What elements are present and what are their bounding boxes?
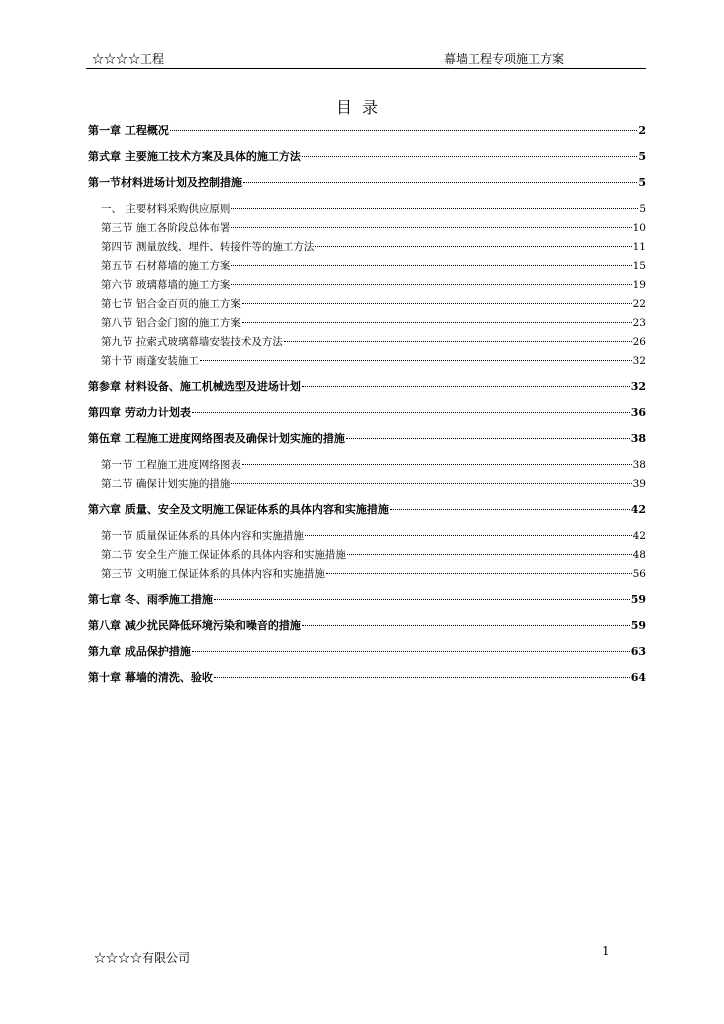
toc-entry-page: 48 — [632, 549, 646, 561]
toc-entry-text: 第一节 质量保证体系的具体内容和实施措施 — [101, 530, 304, 542]
toc-entry[interactable] — [88, 432, 646, 446]
toc-entry-text: 第伍章 工程施工进度网络图表及确保计划实施的措施 — [88, 432, 345, 445]
toc-leader — [243, 182, 637, 183]
toc-leader — [302, 386, 630, 387]
toc-entry-text: 第三节 施工各阶段总体布署 — [101, 222, 231, 234]
toc-entry[interactable] — [101, 477, 646, 491]
toc-leader — [242, 303, 632, 304]
toc-leader — [347, 554, 632, 555]
toc-entry-text: 第十节 雨蓬安装施工 — [101, 355, 199, 367]
toc-entry-page: 38 — [632, 459, 646, 471]
toc-entry-page: 63 — [630, 645, 646, 658]
toc-entry-page: 5 — [639, 203, 646, 215]
toc-leader — [231, 227, 631, 228]
toc-entry-page: 22 — [632, 298, 646, 310]
header-project-name: ☆☆☆☆工程 — [92, 52, 165, 66]
toc-entry[interactable] — [101, 458, 646, 472]
toc-entry[interactable] — [101, 259, 646, 273]
toc-entry-text: 第五节 石材幕墙的施工方案 — [101, 260, 231, 272]
toc-entry-text: 第四节 测量放线、埋件、转接件等的施工方法 — [101, 241, 315, 253]
toc-entry-page: 64 — [630, 671, 646, 684]
toc-leader — [302, 625, 630, 626]
toc-entry-text: 一、 主要材料采购供应原则 — [101, 203, 231, 215]
toc-leader — [170, 130, 638, 131]
toc-leader — [231, 208, 638, 209]
toc-entry-page: 2 — [638, 124, 646, 137]
toc-entry-page: 5 — [638, 150, 646, 163]
toc-entry-page: 42 — [632, 530, 646, 542]
toc-entry-page: 19 — [632, 279, 646, 291]
toc-entry[interactable] — [101, 548, 646, 562]
toc-leader — [284, 341, 632, 342]
toc-entry[interactable] — [88, 380, 646, 394]
toc-entry-text: 第一节 工程施工进度网络图表 — [101, 459, 241, 471]
toc-entry[interactable] — [88, 150, 646, 164]
toc-entry-text: 第四章 劳动力计划表 — [88, 406, 191, 419]
toc-entry[interactable] — [88, 124, 646, 138]
toc-leader — [231, 483, 631, 484]
toc-entry[interactable] — [101, 354, 646, 368]
toc-entry[interactable] — [101, 221, 646, 235]
toc-entry-text: 第七节 铝合金百页的施工方案 — [101, 298, 241, 310]
footer-page-number: 1 — [602, 944, 610, 958]
toc-entry[interactable] — [88, 593, 646, 607]
toc-entry-page: 56 — [632, 568, 646, 580]
toc-entry-page: 32 — [632, 355, 646, 367]
toc-entry-page: 15 — [632, 260, 646, 272]
toc-leader — [231, 265, 631, 266]
toc-entry-text: 第二节 安全生产施工保证体系的具体内容和实施措施 — [101, 549, 346, 561]
page-header — [86, 50, 646, 69]
header-document-title: 幕墙工程专项施工方案 — [444, 52, 565, 66]
toc-leader — [242, 464, 632, 465]
toc-entry-text: 第参章 材料设备、施工机械选型及进场计划 — [88, 380, 301, 393]
toc-entry-text: 第一节材料进场计划及控制措施 — [88, 176, 242, 189]
toc-leader — [390, 509, 630, 510]
toc-leader — [326, 573, 632, 574]
toc-entry-text: 第一章 工程概况 — [88, 124, 169, 137]
toc-entry[interactable] — [88, 619, 646, 633]
toc-leader — [214, 677, 630, 678]
toc-entry-text: 第六节 玻璃幕墙的施工方案 — [101, 279, 231, 291]
toc-entry-text: 第九节 拉索式玻璃幕墙安装技术及方法 — [101, 336, 283, 348]
toc-entry[interactable] — [101, 316, 646, 330]
toc-entry[interactable] — [101, 202, 646, 216]
toc-entry-text: 第三节 文明施工保证体系的具体内容和实施措施 — [101, 568, 325, 580]
toc-leader — [214, 599, 630, 600]
toc-entry-text: 第二节 确保计划实施的措施 — [101, 478, 231, 490]
toc-leader — [200, 360, 632, 361]
toc-entry-page: 10 — [632, 222, 646, 234]
toc-entry-page: 5 — [638, 176, 646, 189]
toc-entry[interactable] — [101, 240, 646, 254]
toc-leader — [302, 156, 638, 157]
toc-entry[interactable] — [88, 503, 646, 517]
toc-entry-page: 11 — [632, 241, 646, 253]
toc-entry[interactable] — [101, 297, 646, 311]
toc-entry-text: 第六章 质量、安全及文明施工保证体系的具体内容和实施措施 — [88, 503, 389, 516]
toc-entry-page: 42 — [630, 503, 646, 516]
toc-leader — [192, 412, 630, 413]
toc-leader — [231, 284, 631, 285]
toc-entry-page: 39 — [632, 478, 646, 490]
toc-entry-page: 59 — [630, 619, 646, 632]
toc-leader — [315, 246, 631, 247]
toc-leader — [305, 535, 632, 536]
toc-leader — [242, 322, 632, 323]
toc-entry[interactable] — [101, 567, 646, 581]
toc-entry-page: 32 — [630, 380, 646, 393]
toc-entry-page: 23 — [632, 317, 646, 329]
toc-entry[interactable] — [88, 671, 646, 685]
toc-entry-text: 第式章 主要施工技术方案及具体的施工方法 — [88, 150, 301, 163]
toc-entry-page: 59 — [630, 593, 646, 606]
toc-entry[interactable] — [101, 529, 646, 543]
toc-entry[interactable] — [101, 278, 646, 292]
toc-entry[interactable] — [88, 645, 646, 659]
toc-entry-page: 36 — [630, 406, 646, 419]
toc-entry[interactable] — [101, 335, 646, 349]
toc-entry-text: 第八节 铝合金门窗的施工方案 — [101, 317, 241, 329]
toc-entry-text: 第八章 减少扰民降低环境污染和噪音的措施 — [88, 619, 301, 632]
toc-entry-page: 38 — [630, 432, 646, 445]
toc-entry[interactable] — [88, 406, 646, 420]
toc-entry-text: 第七章 冬、雨季施工措施 — [88, 593, 213, 606]
toc-leader — [346, 438, 630, 439]
toc-entry-page: 26 — [632, 336, 646, 348]
toc-entry[interactable] — [88, 176, 646, 190]
toc-entry-text: 第九章 成品保护措施 — [88, 645, 191, 658]
footer-company-name: ☆☆☆☆有限公司 — [94, 951, 191, 965]
toc-leader — [192, 651, 630, 652]
toc-entry-text: 第十章 幕墙的清洗、验收 — [88, 671, 213, 684]
toc-title: 目录 — [335, 98, 388, 117]
